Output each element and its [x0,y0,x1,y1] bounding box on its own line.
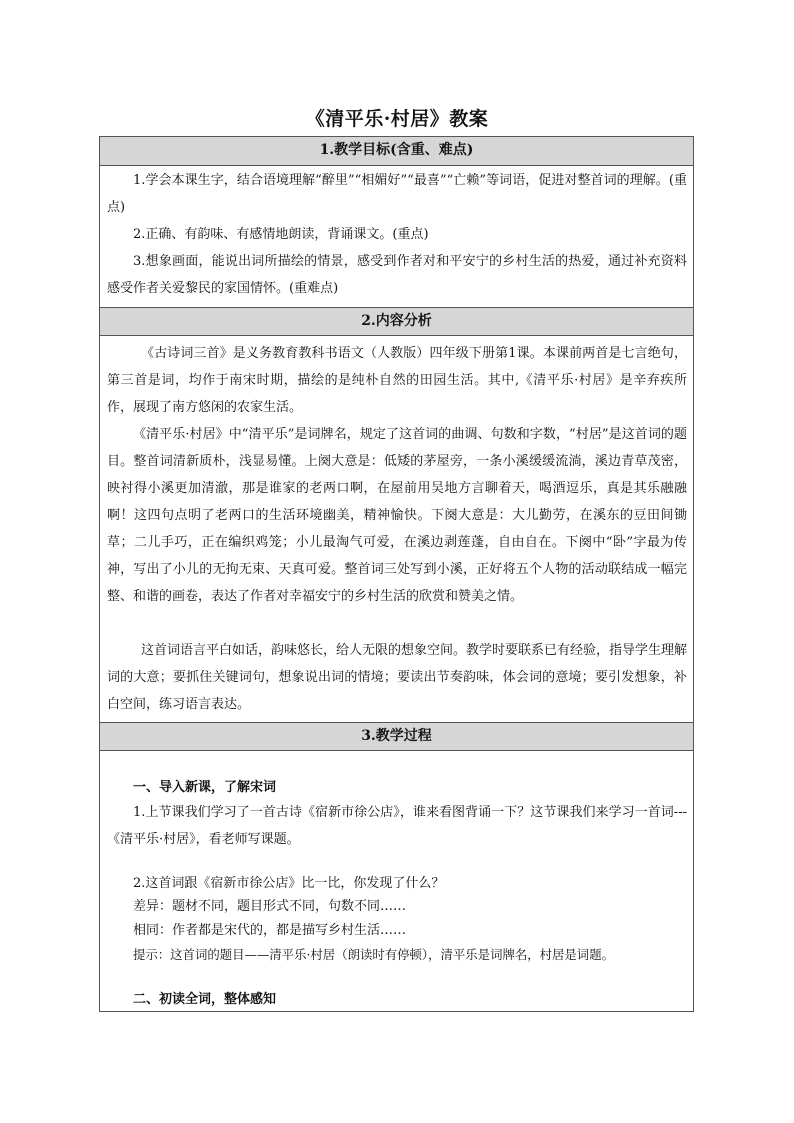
process-hint: 提示：这首词的题目——清平乐·村居（朗读时有停顿），清平乐是词牌名，村居是词题。 [133,947,614,962]
process-step-1-text: 1.上节课我们学习了一首古诗《宿新市徐公店》，谁来看图背诵一下？这节课我们来学习一首词---《清平乐·村居》，看老师写课题。 [107,805,687,847]
goal-item-1: 1.学会本课生字，结合语境理解“醉里”“相媚好”“最喜”“亡赖”等词语，促进对整首词的理解。(重点) [107,173,687,215]
process-step-1-title: 一、导入新课，了解宋词 [133,780,277,795]
goal-item-2: 2.正确、有韵味、有感情地朗读，背诵课文。(重点) [133,227,429,242]
section-heading-analysis: 2.内容分析 [100,307,693,336]
process-step-2-title: 二、初读全词，整体感知 [133,992,277,1007]
process-difference: 差异：题材不同，题目形式不同，句数不同…… [133,899,407,914]
lesson-plan-table [99,136,694,1012]
analysis-paragraph-2: 《清平乐·村居》中“清平乐”是词牌名，规定了这首词的曲调、句数和字数，“村居”是这首词的题目。整首词清新质朴，浅显易懂。上阕大意是：低矮的茅屋旁，一条小溪缓缓流淌，溪边青草茂密，映衬得小溪更加清澈，那是谁家的老两口啊，在屋前用吴地方言聊着天，喝酒逗乐，真是其乐融融啊！这四句点明了老两口的生活环境幽美，精神愉快。下阕大意是：大儿勤劳，在溪东的豆田间锄草；二儿手巧，正在编织鸡笼；小儿最淘气可爱，在溪边剥莲蓬，自由自在。下阕中“卧”字最为传神，写出了小儿的无拘无束、天真可爱。整首词三处写到小溪，正好将五个人物的活动联结成一幅完整、和谐的画卷，表达了作者对幸福安宁的乡村生活的欣赏和赞美之情。 [107,427,687,604]
process-compare-question: 2.这首词跟《宿新市徐公店》比一比，你发现了什么？ [133,876,445,891]
analysis-paragraph-1: 《古诗词三首》是义务教育教科书语文（人教版）四年级下册第1课。本课前两首是七言绝句，第三首是词，均作于南宋时期，描绘的是纯朴自然的田园生活。其中,《清平乐·村居》是辛弃疾所作，展现了南方悠闲的农家生活。 [107,346,687,415]
document-title: 《清平乐·村居》教案 [305,108,489,130]
goal-item-3: 3.想象画面，能说出词所描绘的情景，感受到作者对和平安宁的乡村生活的热爱，通过补充资料感受作者关爱黎民的家国情怀。(重难点) [107,254,687,296]
process-similarity: 相同：作者都是宋代的，都是描写乡村生活…… [133,923,407,938]
analysis-paragraph-3: 这首词语言平白如话，韵味悠长，给人无限的想象空间。教学时要联系已有经验，指导学生理解词的大意；要抓住关键词句，想象说出词的情境；要读出节奏韵味，体会词的意境；要引发想象，补白空间，练习语言表达。 [107,643,688,712]
section-heading-goals: 1.教学目标(含重、难点) [100,137,693,166]
section-heading-process: 3.教学过程 [100,722,693,751]
